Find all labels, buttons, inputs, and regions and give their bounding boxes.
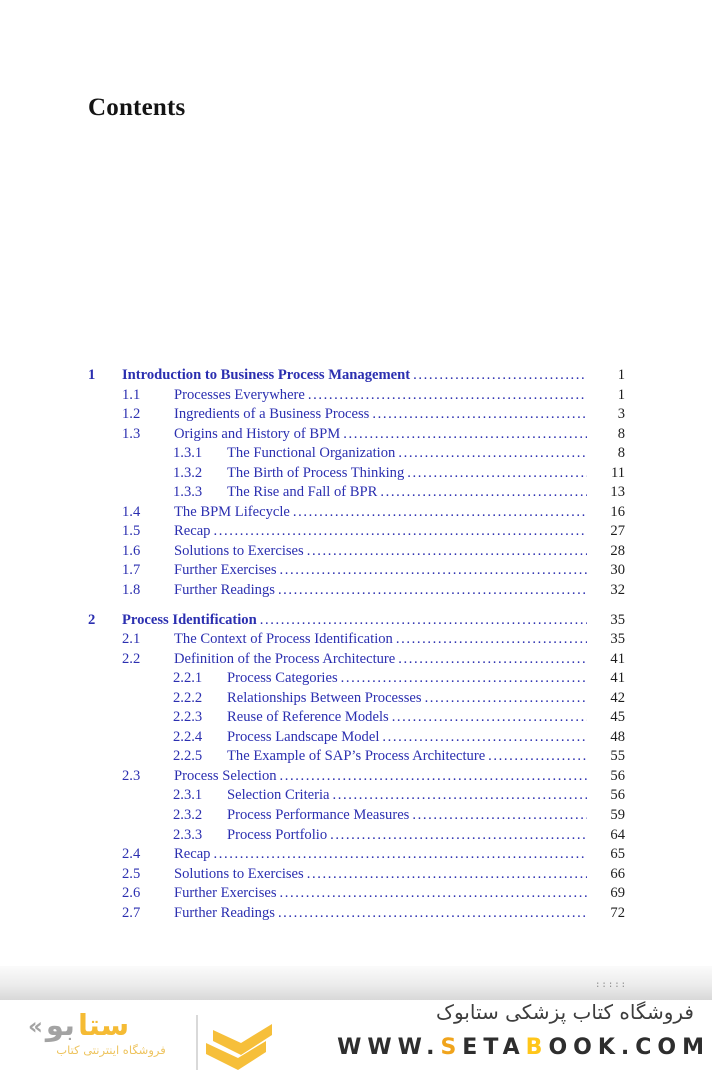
toc-entry-number: 2.3 [122, 767, 141, 784]
toc-row [88, 464, 625, 484]
toc-dot-leader [330, 826, 587, 846]
toc-entry-title: The BPM Lifecycle [174, 503, 290, 520]
setabook-wordmark-row [28, 1008, 194, 1042]
toc-entry-title: Process Landscape Model [227, 728, 380, 745]
toc-dot-leader [280, 884, 587, 904]
toc-dot-leader [343, 425, 587, 445]
toc-entry-number: 1.6 [122, 542, 141, 559]
toc-entry-number: 1.4 [122, 503, 141, 520]
toc-row [88, 845, 625, 865]
toc-entry-number: 2.2.3 [173, 709, 203, 726]
toc-entry-number: 1.8 [122, 582, 141, 599]
toc-entry-number: 1 [88, 367, 96, 383]
toc-row [88, 884, 625, 904]
toc-entry-title: Origins and History of BPM [174, 425, 341, 442]
toc-entry-number: 2 [88, 611, 96, 628]
toc-row [88, 542, 625, 562]
toc-dot-leader [308, 386, 587, 406]
toc-entry-number: 1.3.1 [173, 445, 203, 462]
toc-row [88, 865, 625, 885]
toc-dot-leader [307, 542, 587, 562]
toc-entry-title: Relationships Between Processes [227, 689, 422, 706]
toc-entry-number: 1.1 [122, 386, 141, 403]
toc-entry-page: 64 [610, 826, 625, 843]
toc-row [88, 405, 625, 425]
toc-entry-title: Recap [174, 523, 211, 540]
toc-dot-leader [425, 689, 587, 709]
toc-dot-leader [398, 444, 587, 464]
toc-dot-leader [372, 405, 587, 425]
toc-row [88, 689, 625, 709]
toc-entry-number: 1.5 [122, 523, 141, 540]
toc-entry-page: 48 [610, 728, 625, 745]
toc-entry-page: 41 [610, 670, 625, 687]
url-segment: S [440, 1035, 463, 1060]
toc-dot-leader [488, 747, 587, 767]
toc-dot-leader [396, 630, 587, 650]
toc-row [88, 767, 625, 787]
toc-entry-title: Process Selection [174, 767, 277, 784]
toc-entry-title: Solutions to Exercises [174, 542, 304, 559]
toc-entry-page: 65 [610, 846, 625, 863]
toc-row [88, 366, 625, 386]
toc-row [88, 483, 625, 503]
toc-entry-number: 2.2 [122, 650, 141, 667]
toc-row [88, 708, 625, 728]
toc-entry-title: The Rise and Fall of BPR [227, 484, 378, 501]
logo-tagline: فروشگاه اینترنتی کتاب [56, 1043, 166, 1057]
scan-artifact-dots: ::::: [595, 980, 628, 990]
toc-entry-page: 66 [610, 865, 625, 882]
toc-row [88, 747, 625, 767]
toc-entry-page: 35 [610, 611, 625, 628]
toc-entry-title: The Context of Process Identification [174, 631, 393, 648]
toc-entry-page: 16 [610, 503, 625, 520]
toc-entry-page: 32 [610, 582, 625, 599]
toc-row [88, 425, 625, 445]
toc-entry-number: 2.2.2 [173, 689, 203, 706]
toc-entry-page: 55 [610, 748, 625, 765]
url-segment: OOK.COM [548, 1035, 710, 1060]
toc-row [88, 581, 625, 601]
toc-dot-leader [382, 728, 587, 748]
toc-entry-page: 3 [617, 406, 625, 423]
toc-entry-title: Process Performance Measures [227, 807, 410, 824]
toc-entry-number: 1.2 [122, 406, 141, 423]
toc-entry-title: Process Identification [122, 611, 257, 628]
toc-entry-page: 72 [610, 904, 625, 921]
brand-yellow-letters: ستا [77, 1008, 130, 1042]
toc-entry-title: The Functional Organization [227, 445, 396, 462]
toc-entry-page: 56 [610, 767, 625, 784]
url-segment: ETA [462, 1035, 526, 1060]
logo-divider [196, 1015, 198, 1070]
toc-row [88, 503, 625, 523]
toc-row [88, 444, 625, 464]
toc-entry-number: 2.2.4 [173, 728, 203, 745]
toc-entry-title: Further Readings [174, 904, 275, 921]
toc-entry-title: Recap [174, 846, 211, 863]
toc-entry-title: Ingredients of a Business Process [174, 406, 370, 423]
toc-entry-number: 2.6 [122, 885, 141, 902]
toc-entry-page: 30 [610, 562, 625, 579]
toc-dot-leader [280, 767, 587, 787]
toc-entry-title: The Birth of Process Thinking [227, 464, 405, 481]
toc-entry-number: 1.3 [122, 425, 141, 442]
toc-list [88, 366, 625, 923]
toc-row [88, 522, 625, 542]
toc-entry-number: 2.2.5 [173, 748, 203, 765]
toc-entry-number: 2.1 [122, 631, 141, 648]
toc-entry-title: Further Exercises [174, 885, 277, 902]
url-segment: WWW. [337, 1035, 441, 1060]
toc-entry-page: 1 [617, 367, 625, 383]
toc-dot-leader [278, 904, 587, 924]
toc-row [88, 806, 625, 826]
toc-dot-leader [213, 522, 587, 542]
toc-entry-number: 1.3.2 [173, 464, 203, 481]
toc-entry-title: Further Exercises [174, 562, 277, 579]
toc-entry-title: Definition of the Process Architecture [174, 650, 396, 667]
toc-row [88, 904, 625, 924]
toc-entry-page: 8 [617, 425, 625, 442]
toc-dot-leader [398, 650, 587, 670]
toc-entry-title: Process Categories [227, 670, 338, 687]
toc-dot-leader [260, 611, 587, 631]
toc-entry-number: 2.5 [122, 865, 141, 882]
toc-dot-leader [213, 845, 587, 865]
setabook-logo-icon [203, 1013, 275, 1071]
toc-dot-leader [341, 669, 587, 689]
store-url [337, 1035, 710, 1060]
toc-entry-title: Further Readings [174, 582, 275, 599]
toc-entry-number: 1.3.3 [173, 484, 203, 501]
toc-dot-leader [293, 503, 587, 523]
toc-row [88, 650, 625, 670]
toc-dot-leader [412, 806, 587, 826]
toc-dot-leader [280, 561, 587, 581]
toc-dot-leader [380, 483, 587, 503]
toc-row [88, 386, 625, 406]
toc-row [88, 669, 625, 689]
setabook-wordmark [28, 1008, 194, 1057]
toc-dot-leader [407, 464, 587, 484]
url-segment: B [525, 1035, 549, 1060]
toc-row [88, 561, 625, 581]
toc-entry-page: 59 [610, 807, 625, 824]
toc-entry-page: 45 [610, 709, 625, 726]
toc-entry-title: The Example of SAP’s Process Architecture [227, 748, 486, 765]
toc-entry-page: 13 [610, 484, 625, 501]
toc-entry-page: 8 [617, 445, 625, 462]
toc-entry-number: 2.4 [122, 846, 141, 863]
toc-dot-leader [413, 366, 587, 386]
toc-entry-title: Introduction to Business Process Management [122, 367, 411, 383]
toc-entry-title: Solutions to Exercises [174, 865, 304, 882]
toc-entry-page: 27 [610, 523, 625, 540]
toc-entry-page: 1 [617, 386, 625, 403]
toc-entry-page: 11 [610, 464, 625, 481]
toc-row [88, 630, 625, 650]
toc-entry-page: 42 [610, 689, 625, 706]
toc-dot-leader [307, 865, 587, 885]
toc-entry-number: 2.2.1 [173, 670, 203, 687]
kaf-chevron-icon: « [28, 1014, 43, 1040]
toc-entry-page: 56 [610, 787, 625, 804]
toc-entry-number: 1.7 [122, 562, 141, 579]
store-title: فروشگاه کتاب پزشکی ستابوک [436, 1000, 694, 1024]
toc-dot-leader [278, 581, 587, 601]
toc-row [88, 611, 625, 631]
toc-entry-title: Processes Everywhere [174, 386, 305, 403]
toc-entry-number: 2.7 [122, 904, 141, 921]
toc-entry-title: Reuse of Reference Models [227, 709, 389, 726]
toc-entry-page: 41 [610, 650, 625, 667]
page-title: Contents [88, 94, 186, 121]
toc-dot-leader [392, 708, 587, 728]
toc-entry-number: 2.3.2 [173, 807, 203, 824]
toc-row [88, 826, 625, 846]
toc-entry-title: Process Portfolio [227, 826, 328, 843]
footer-banner [0, 1000, 712, 1079]
toc-entry-title: Selection Criteria [227, 787, 330, 804]
toc-entry-number: 2.3.1 [173, 787, 203, 804]
toc-entry-page: 69 [610, 885, 625, 902]
toc-dot-leader [333, 786, 587, 806]
toc-entry-number: 2.3.3 [173, 826, 203, 843]
toc-entry-page: 35 [610, 631, 625, 648]
toc-entry-page: 28 [610, 542, 625, 559]
toc-row [88, 728, 625, 748]
brand-gray-letters: بو [45, 1008, 75, 1042]
toc-row [88, 786, 625, 806]
